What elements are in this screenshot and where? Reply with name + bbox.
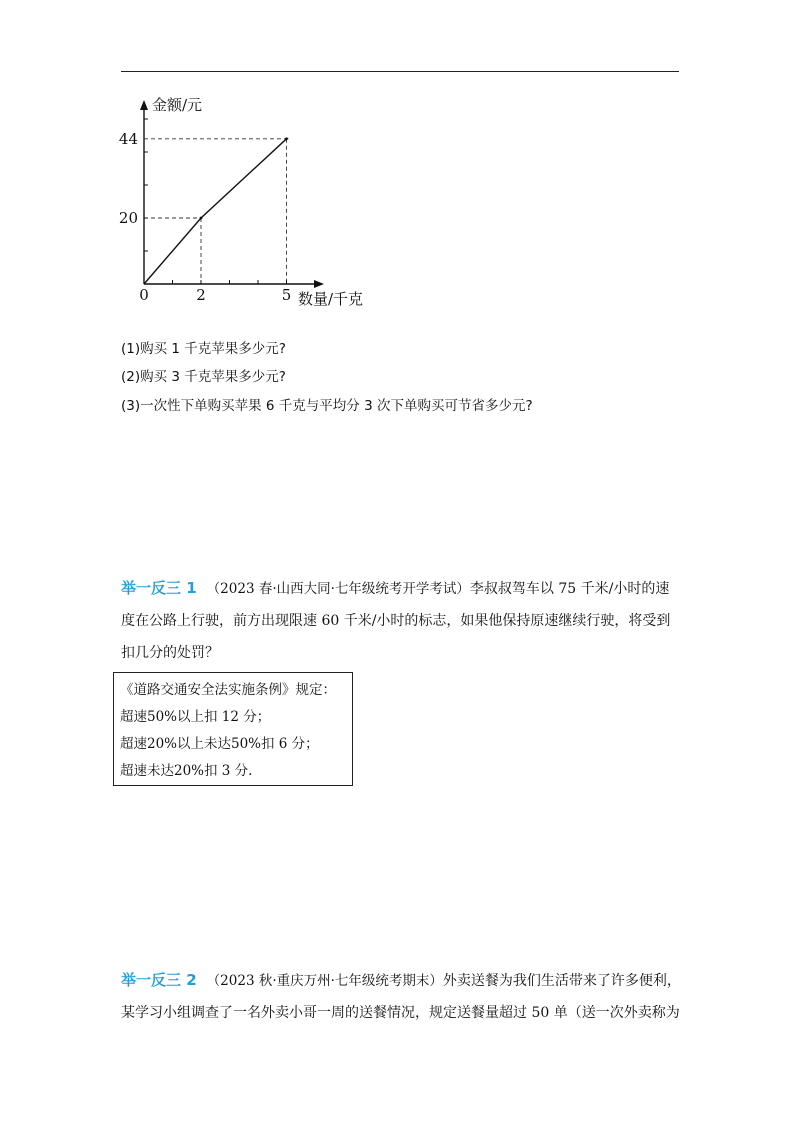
rules-title: 《道路交通安全法实施条例》规定：	[120, 682, 336, 698]
exercise-1-source: （2023 春·山西大同·七年级统考开学考试）	[206, 581, 470, 597]
exercise-1-text: 李叔叔驾车以 75 千米/小时的速度在公路上行驶，前方出现限速 60 千米/小时的标志，如果他保持原速继续行驶，将受到扣几分的处罚？	[121, 581, 671, 661]
traffic-rules-box	[113, 672, 353, 786]
question-2: (2)购买 3 千克苹果多少元?	[121, 369, 286, 385]
rule-line-3: 超速未达20%扣 3 分.	[120, 763, 253, 779]
exercise-2	[121, 964, 683, 1029]
y-axis-label: 金额/元	[152, 96, 203, 114]
chart-guide-lines	[144, 137, 289, 284]
header-rule	[121, 71, 679, 72]
exercise-2-heading: 举一反三 2	[121, 971, 197, 989]
chart-axes	[140, 100, 324, 288]
y-tick-label: 44	[118, 129, 138, 148]
exercise-1-heading: 举一反三 1	[121, 579, 197, 597]
y-axis-arrow	[140, 100, 148, 110]
price-line	[144, 139, 287, 284]
x-tick-label: 0	[139, 286, 149, 304]
rule-line-2: 超速20%以上未达50%扣 6 分；	[120, 736, 319, 752]
x-axis-label: 数量/千克	[298, 290, 364, 308]
x-axis-arrow	[314, 280, 324, 288]
x-tick-label: 5	[281, 286, 292, 304]
question-1: (1)购买 1 千克苹果多少元?	[121, 341, 286, 357]
price-quantity-graph	[110, 88, 390, 318]
chart-ticks	[119, 119, 291, 304]
exercise-2-source: （2023 秋·重庆万州·七年级统考期末）	[206, 973, 443, 989]
question-3: (3)一次性下单购买苹果 6 千克与平均分 3 次下单购买可节省多少元?	[121, 398, 533, 414]
rule-line-1: 超速50%以上扣 12 分；	[120, 709, 271, 725]
exercise-2-text: 外卖送餐为我们生活带来了许多便利，某学习小组调查了一名外卖小哥一周的送餐情况，规定送餐量超过 50 单（送一次外卖称为	[121, 973, 681, 1021]
exercise-1	[121, 572, 683, 669]
x-tick-label: 2	[196, 286, 206, 304]
y-tick-label: 20	[118, 209, 138, 227]
